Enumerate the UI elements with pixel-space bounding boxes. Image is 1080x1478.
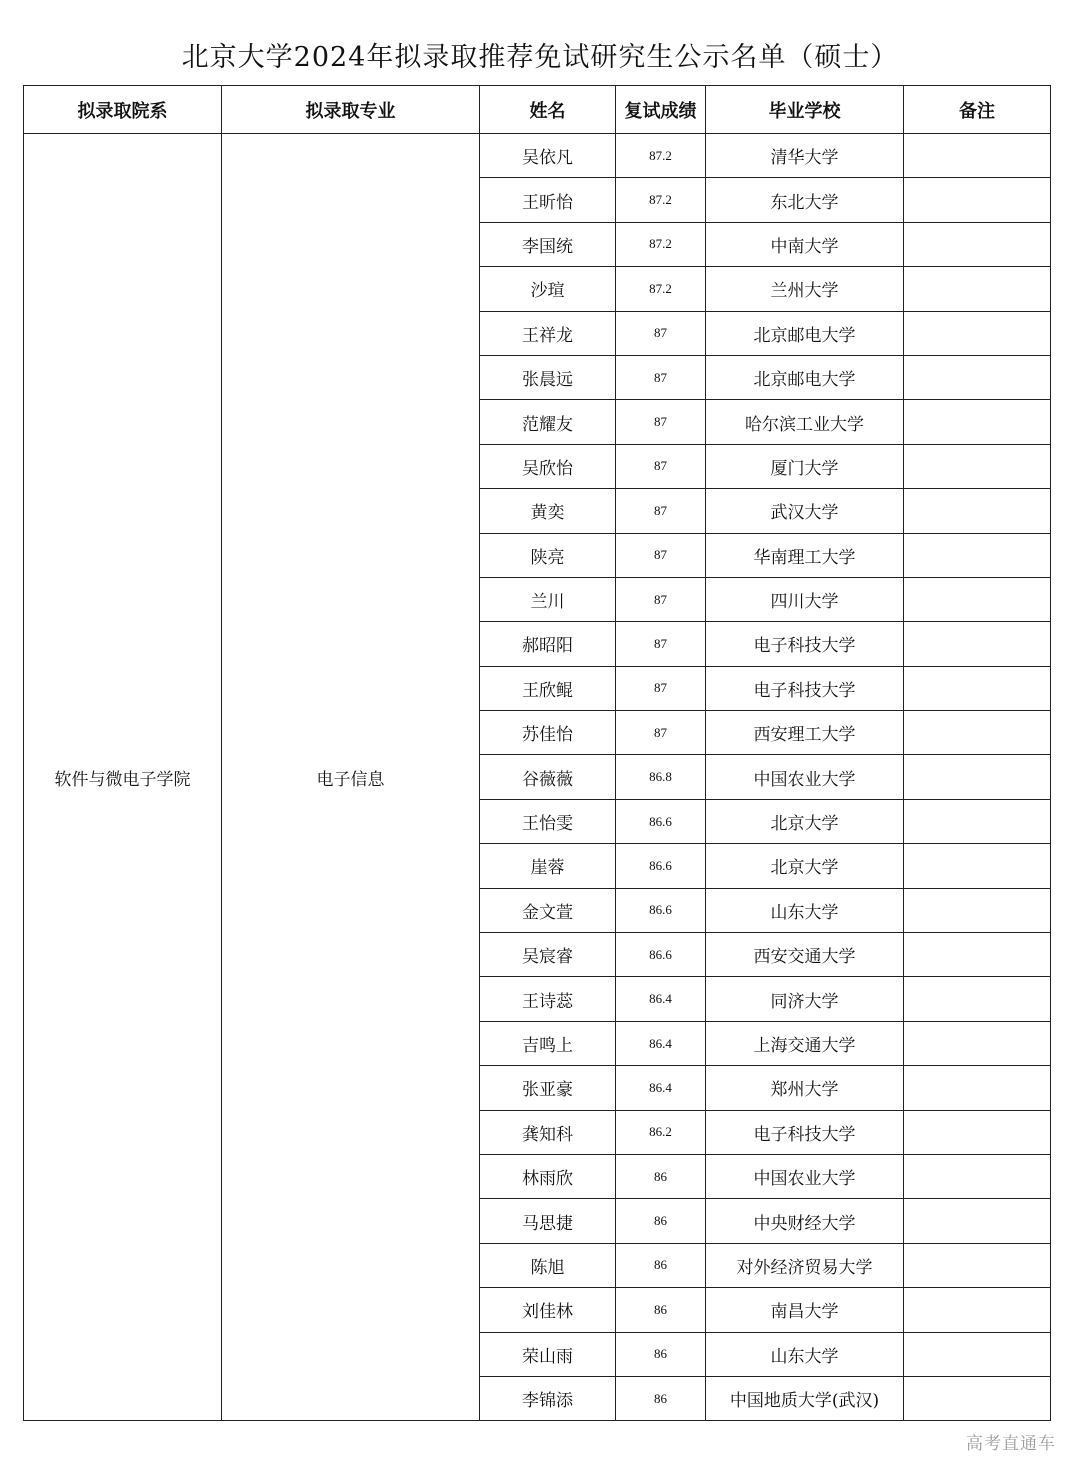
name-cell: 吴宸睿 [480, 933, 616, 977]
score-cell: 87 [616, 533, 706, 577]
score-cell: 87 [616, 577, 706, 621]
score-cell: 87 [616, 666, 706, 710]
school-cell: 电子科技大学 [706, 666, 904, 710]
name-cell: 李锦添 [480, 1376, 616, 1420]
page-title: 北京大学2024年拟录取推荐免试研究生公示名单（硕士） [181, 42, 899, 73]
name-cell: 郝昭阳 [480, 622, 616, 666]
note-cell [904, 489, 1051, 533]
note-cell [904, 134, 1051, 178]
header-major: 拟录取专业 [222, 86, 480, 134]
score-cell: 86.4 [616, 1066, 706, 1110]
score-cell: 86.6 [616, 888, 706, 932]
score-cell: 86 [616, 1199, 706, 1243]
note-cell [904, 267, 1051, 311]
note-cell [904, 533, 1051, 577]
name-cell: 崖蓉 [480, 844, 616, 888]
school-cell: 中国农业大学 [706, 1154, 904, 1198]
name-cell: 金文萱 [480, 888, 616, 932]
note-cell [904, 755, 1051, 799]
note-cell [904, 577, 1051, 621]
note-cell [904, 1332, 1051, 1376]
school-cell: 上海交通大学 [706, 1021, 904, 1065]
note-cell [904, 799, 1051, 843]
name-cell: 林雨欣 [480, 1154, 616, 1198]
score-cell: 87 [616, 489, 706, 533]
name-cell: 王欣鲲 [480, 666, 616, 710]
name-cell: 苏佳怡 [480, 711, 616, 755]
school-cell: 华南理工大学 [706, 533, 904, 577]
note-cell [904, 1288, 1051, 1332]
school-cell: 南昌大学 [706, 1288, 904, 1332]
name-cell: 吴依凡 [480, 134, 616, 178]
score-cell: 86 [616, 1154, 706, 1198]
score-cell: 87.2 [616, 222, 706, 266]
name-cell: 吴欣怡 [480, 444, 616, 488]
score-cell: 86.8 [616, 755, 706, 799]
note-cell [904, 222, 1051, 266]
header-score: 复试成绩 [616, 86, 706, 134]
score-cell: 87 [616, 400, 706, 444]
name-cell: 黄奕 [480, 489, 616, 533]
note-cell [904, 977, 1051, 1021]
school-cell: 对外经济贸易大学 [706, 1243, 904, 1287]
school-cell: 武汉大学 [706, 489, 904, 533]
score-cell: 86.4 [616, 977, 706, 1021]
name-cell: 刘佳林 [480, 1288, 616, 1332]
table-header-row [24, 86, 1051, 134]
score-cell: 87.2 [616, 178, 706, 222]
school-cell: 清华大学 [706, 134, 904, 178]
school-cell: 山东大学 [706, 888, 904, 932]
score-cell: 86.6 [616, 933, 706, 977]
score-cell: 87.2 [616, 267, 706, 311]
table-body [24, 134, 1051, 1421]
score-cell: 86 [616, 1288, 706, 1332]
name-cell: 荣山雨 [480, 1332, 616, 1376]
major-cell: 电子信息 [222, 134, 480, 1421]
school-cell: 山东大学 [706, 1332, 904, 1376]
score-cell: 86.4 [616, 1021, 706, 1065]
school-cell: 中国农业大学 [706, 755, 904, 799]
note-cell [904, 888, 1051, 932]
school-cell: 东北大学 [706, 178, 904, 222]
school-cell: 电子科技大学 [706, 1110, 904, 1154]
school-cell: 中国地质大学(武汉) [706, 1376, 904, 1420]
score-cell: 87 [616, 711, 706, 755]
score-cell: 87 [616, 311, 706, 355]
score-cell: 87 [616, 355, 706, 399]
score-cell: 86 [616, 1332, 706, 1376]
note-cell [904, 1199, 1051, 1243]
note-cell [904, 1110, 1051, 1154]
note-cell [904, 1376, 1051, 1420]
school-cell: 哈尔滨工业大学 [706, 400, 904, 444]
school-cell: 西安交通大学 [706, 933, 904, 977]
note-cell [904, 444, 1051, 488]
note-cell [904, 1021, 1051, 1065]
note-cell [904, 1154, 1051, 1198]
name-cell: 王祥龙 [480, 311, 616, 355]
name-cell: 沙瑄 [480, 267, 616, 311]
note-cell [904, 666, 1051, 710]
school-cell: 北京大学 [706, 799, 904, 843]
name-cell: 陕亮 [480, 533, 616, 577]
name-cell: 王昕怡 [480, 178, 616, 222]
note-cell [904, 711, 1051, 755]
school-cell: 西安理工大学 [706, 711, 904, 755]
note-cell [904, 933, 1051, 977]
header-school: 毕业学校 [706, 86, 904, 134]
name-cell: 吉鸣上 [480, 1021, 616, 1065]
header-note: 备注 [904, 86, 1051, 134]
name-cell: 陈旭 [480, 1243, 616, 1287]
score-cell: 87 [616, 622, 706, 666]
name-cell: 王怡雯 [480, 799, 616, 843]
note-cell [904, 311, 1051, 355]
name-cell: 马思捷 [480, 1199, 616, 1243]
school-cell: 四川大学 [706, 577, 904, 621]
note-cell [904, 355, 1051, 399]
note-cell [904, 400, 1051, 444]
note-cell [904, 622, 1051, 666]
name-cell: 兰川 [480, 577, 616, 621]
score-cell: 86.6 [616, 799, 706, 843]
header-department: 拟录取院系 [24, 86, 222, 134]
school-cell: 北京邮电大学 [706, 311, 904, 355]
name-cell: 龚知科 [480, 1110, 616, 1154]
name-cell: 张亚豪 [480, 1066, 616, 1110]
school-cell: 同济大学 [706, 977, 904, 1021]
watermark: 高考直通车 [966, 1434, 1056, 1454]
note-cell [904, 1066, 1051, 1110]
note-cell [904, 844, 1051, 888]
school-cell: 北京大学 [706, 844, 904, 888]
school-cell: 中南大学 [706, 222, 904, 266]
note-cell [904, 1243, 1051, 1287]
admission-table [23, 85, 1051, 1421]
note-cell [904, 178, 1051, 222]
name-cell: 李国统 [480, 222, 616, 266]
table-row [24, 134, 1051, 178]
name-cell: 范耀友 [480, 400, 616, 444]
score-cell: 86 [616, 1376, 706, 1420]
score-cell: 86.2 [616, 1110, 706, 1154]
name-cell: 谷薇薇 [480, 755, 616, 799]
school-cell: 厦门大学 [706, 444, 904, 488]
school-cell: 电子科技大学 [706, 622, 904, 666]
score-cell: 86.6 [616, 844, 706, 888]
score-cell: 87.2 [616, 134, 706, 178]
department-cell: 软件与微电子学院 [24, 134, 222, 1421]
school-cell: 郑州大学 [706, 1066, 904, 1110]
header-name: 姓名 [480, 86, 616, 134]
school-cell: 北京邮电大学 [706, 355, 904, 399]
name-cell: 王诗蕊 [480, 977, 616, 1021]
school-cell: 中央财经大学 [706, 1199, 904, 1243]
score-cell: 87 [616, 444, 706, 488]
name-cell: 张晨远 [480, 355, 616, 399]
school-cell: 兰州大学 [706, 267, 904, 311]
score-cell: 86 [616, 1243, 706, 1287]
